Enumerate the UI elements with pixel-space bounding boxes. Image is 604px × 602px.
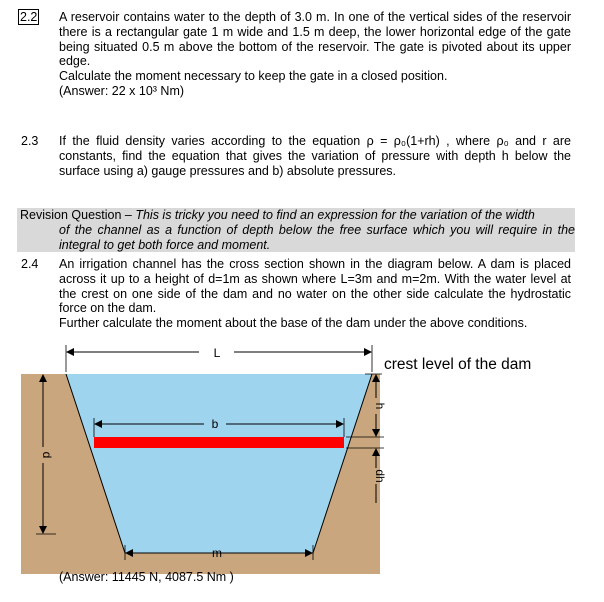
h-label: h: [373, 402, 387, 410]
revision-italic-rest: of the channel as a function of depth below the free surface which you will require in the integral to get both force and moment.: [59, 222, 575, 252]
question-2-4-text: An irrigation channel has the cross section shown in the diagram below. A dam is placed across it up to a height of d=1m as shown where L=3m and m=2m. With the water level at the crest on one side of the dam and no water on the other side calculate the hydrostatic force on the dam.: [59, 257, 571, 316]
question-number-2-3: 2.3: [21, 134, 39, 148]
question-2-2-text: A reservoir contains water to the depth of 3.0 m. In one of the vertical sides of the reservoir there is a rectangular gate 1 m wide and 1.5 m deep, the lower horizontal edge of the gate being situated 0.5 m above the bottom of the reservoir. The gate is pivoted about its upper edge.: [59, 10, 571, 69]
question-2-3-text: If the fluid density varies according to the equation ρ = ρ₀(1+rh) , where ρ₀ and r are constants, find the equation that gives the variation of pressure with depth h below the surface using a) gauge pressures and b) absolute pressures.: [59, 134, 571, 178]
revision-lead: Revision Question –: [20, 208, 136, 222]
dh-label: dh: [373, 469, 387, 483]
d-label: d: [40, 451, 54, 459]
revision-italic-first: This is tricky you need to find an expression for the variation of the width: [135, 208, 535, 222]
question-2-4-answer: (Answer: 11445 N, 4087.5 Nm ): [59, 570, 234, 584]
crest-label: crest level of the dam: [384, 356, 532, 373]
question-2-2-answer: (Answer: 22 x 10³ Nm): [59, 83, 185, 98]
m-label: m: [212, 546, 222, 560]
question-2-4-task: Further calculate the moment about the base of the dam under the above conditions.: [59, 316, 528, 331]
b-label: b: [211, 417, 219, 431]
L-label: L: [213, 346, 221, 360]
question-2-2-task: Calculate the moment necessary to keep the gate in a closed position.: [59, 69, 448, 84]
question-number-2-2: 2.2: [20, 10, 38, 24]
pressure-strip: [94, 437, 344, 448]
question-number-2-4: 2.4: [21, 257, 39, 271]
